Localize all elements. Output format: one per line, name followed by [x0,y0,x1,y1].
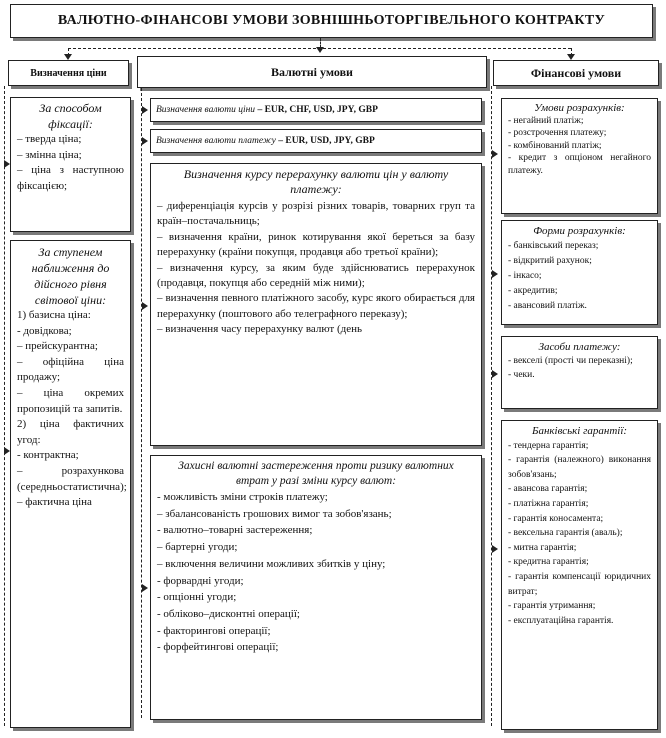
list-item: - гарантія компенсації юридичних витрат; [508,571,651,597]
list-item: - комбінований платіж; [508,140,602,151]
list-item: - тендерна гарантія; [508,440,589,451]
list-item: - авансова гарантія; [508,484,588,495]
right-box-settlement-forms [501,220,658,325]
list-item: - кредит з опціоном негайного платежу. [508,153,651,176]
list-item: - авансовий платіж. [508,301,587,311]
list-item: – прейскурантна; [17,340,98,353]
list-item: – розрахункова (середньостатистична); [17,464,127,493]
list-item: – визначення курсу, за яким буде здійснюватись перерахунок (продавця, покупця або середній між ними); [157,261,475,290]
arrow-payment-currency [142,137,148,145]
rate-conversion-box [150,163,482,446]
list-item: – тверда ціна; [17,133,82,145]
left-header [8,60,129,86]
price-currency-line [151,99,481,121]
arrow-price-currency [142,106,148,114]
right-box-settlement-terms [501,98,658,214]
arrow-right-box3 [492,370,498,378]
list-item: - акредитив; [508,286,558,296]
right-spine [491,86,492,726]
list-item: – бартерні угоди; [157,541,238,554]
payment-currency-label: Визначення валюти платежу [156,136,276,146]
list-item: - форвардні угоди; [157,574,244,587]
left-box2-head: За ступенем наближення до дійсного рівня світової ціни: [31,245,110,307]
arrow-center-header [316,47,324,53]
list-item: - валютно–товарні застереження; [157,524,313,537]
list-item: – офіційна ціна продажу; [17,355,124,384]
right-box4-head: Банківські гарантії: [531,425,628,437]
list-item: - опціонні угоди; [157,591,237,604]
payment-currency-line [151,130,481,152]
right-box-payment-means [501,336,658,409]
list-item: – ціна з наступною фіксацією; [17,164,124,192]
arrow-left-box1 [4,160,10,168]
right-header [493,60,659,86]
list-item: - розстрочення платежу; [508,128,607,138]
protect-box-head: Захисні валютні застереження проти ризику валютних втрат у разі зміни курсу валют: [178,460,454,487]
right-box-bank-guarantees [501,420,658,730]
list-item: - відкритий рахунок; [508,256,592,266]
arrow-right-box4 [492,545,498,553]
list-item: - гарантія коносамента; [508,513,604,524]
list-item: – збалансованість грошових вимог та зобов'язань; [157,507,392,520]
right-box2-head: Форми розрахунків: [533,225,626,237]
list-item: - обліково–дисконтні операції; [157,607,300,620]
list-item: - вексельна гарантія (аваль); [508,528,623,539]
left-header-label: Визначення ціни [30,67,107,79]
list-item: - експлуатаційна гарантія. [508,615,614,626]
left-box-fixation [10,97,131,232]
list-item: - гарантія утримання; [508,601,596,612]
list-item: - факторингові операції; [157,624,271,637]
left-box1-head: За способом фіксації: [39,101,102,131]
list-item: - інкасо; [508,271,542,281]
price-currency-value: – EUR, CHF, USD, JPY, GBP [257,105,378,115]
price-currency-box [150,98,482,122]
list-item: - форфейтингові операції; [157,641,279,654]
list-item: 2) ціна фактичних угод: [17,418,124,446]
list-item: – фактична ціна [17,496,92,509]
center-header [137,56,487,88]
list-item: – ціна окремих пропозицій та запитів. [17,386,124,415]
payment-currency-value: – EUR, USD, JPY, GBP [278,136,375,146]
arrow-left-box2 [4,447,10,455]
list-item: - чеки. [508,370,535,380]
list-item: - гарантія (належного) виконання зобов'язань; [508,455,651,480]
price-currency-label: Визначення валюти ціни [156,105,256,115]
list-item: – змінна ціна; [17,148,82,161]
currency-protection-box [150,455,482,720]
center-header-label: Валютні умови [271,64,353,79]
list-item: - контрактна; [17,449,79,462]
list-item: – включення величини можливих збитків у ціну; [157,557,386,570]
list-item: - негайний платіж; [508,115,584,126]
left-box-approximation [10,240,131,728]
left-spine [4,86,5,726]
list-item: - кредитна гарантія; [508,557,589,568]
arrow-rate-box [142,302,148,310]
list-item: 1) базисна ціна: [17,309,91,321]
payment-currency-box [150,129,482,153]
list-item: - митна гарантія; [508,542,577,553]
list-item: - платіжна гарантія; [508,498,589,509]
title-text: ВАЛЮТНО-ФІНАНСОВІ УМОВИ ЗОВНІШНЬОТОРГІВЕЛЬНОГО КОНТРАКТУ [57,13,606,28]
arrow-right-box2 [492,270,498,278]
diagram-title [10,4,653,38]
arrow-protect-box [142,584,148,592]
list-item: - банківський переказ; [508,241,599,251]
list-item: – визначення певного платіжного засобу, курс якого обирається для перерахунку (поштового або телеграфного переказу); [157,292,475,320]
arrow-right-box1 [492,150,498,158]
right-box3-head: Засоби платежу: [538,341,621,353]
list-item: – визначення часу перерахунку валют (день [157,323,363,336]
right-header-label: Фінансові умови [530,65,622,80]
list-item: - векселі (прості чи переказні); [508,356,633,366]
list-item: – визначення країни, ринок котирування якої береться за базу перерахунку (країни покупця, продавця або третьої країни); [157,230,475,259]
list-item: - можливість зміни строків платежу; [157,491,328,503]
center-spine [141,88,142,718]
list-item: – диференціація курсів у розрізі різних товарів, товарних груп та країн–постачальниць; [157,200,475,228]
rate-box-head: Визначення курсу перерахунку валюти цін у валюту платежу: [183,167,449,196]
list-item: - довідкова; [17,324,72,337]
right-box1-head: Умови розрахунків: [534,102,625,114]
